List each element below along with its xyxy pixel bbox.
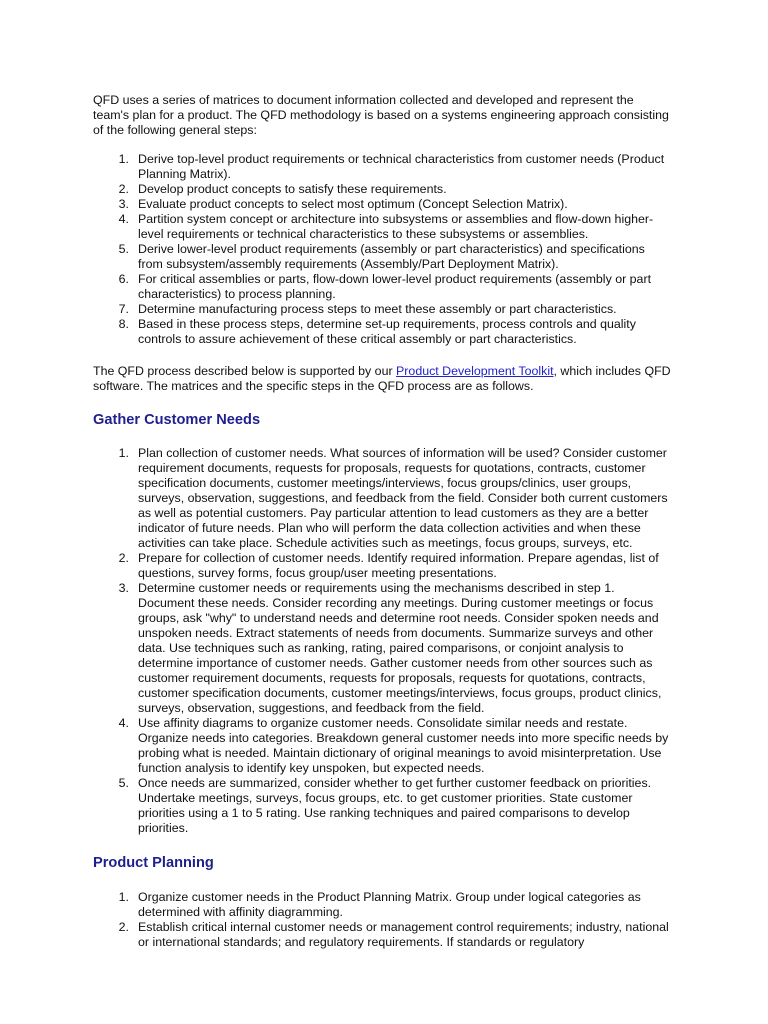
list-item: [93, 716, 673, 776]
list-number: 8 .: [115, 317, 129, 332]
list-text: For critical assemblies or parts, flow-down lower-level product requirements (assembly or part characteristics) to process planning.: [138, 272, 652, 301]
qfd-note-before: The QFD process described below is supported by our: [93, 364, 397, 378]
list-number: 6 .: [115, 272, 129, 287]
list-text: Derive lower-level product requirements (assembly or part characteristics) and specifications from subsystem/assembly requirements (Assembly/Part Deployment Matrix).: [138, 242, 645, 271]
list-text: Determine manufacturing process steps to meet these assembly or part characteristics.: [138, 302, 617, 316]
list-text: Organize customer needs in the Product Planning Matrix. Group under logical categories as determined with affinity diagramming.: [138, 890, 641, 919]
list-number: 1 .: [115, 446, 129, 461]
list-item: [93, 212, 673, 242]
list-number: 3 .: [115, 581, 129, 596]
list-item: [93, 890, 673, 920]
list-item: [93, 242, 673, 272]
list-item: [93, 551, 673, 581]
qfd-note-paragraph: [93, 364, 673, 394]
list-item: [93, 317, 673, 347]
list-text: Evaluate product concepts to select most optimum (Concept Selection Matrix).: [138, 197, 568, 211]
list-number: 5 .: [115, 242, 129, 257]
list-text: Plan collection of customer needs. What sources of information will be used? Consider customer requirement documents, requests for proposals, requests for quotations, contracts, customer specification documents, customer meetings/interviews, focus groups/clinics, user groups, surveys, observation, suggestions, and feedback from the field. Consider both current customers as well as potential customers. Pay particular attention to lead customers as they are a better indicator of future needs. Plan who will perform the data collection activities and when these activities can take place. Schedule activities such as meetings, focus groups, surveys, etc.: [138, 446, 668, 550]
list-number: 1 .: [115, 890, 129, 905]
list-item: [93, 776, 673, 836]
list-text: Use affinity diagrams to organize customer needs. Consolidate similar needs and restate. Organize needs into categories. Breakdown general customer needs into more specific needs by probing what is needed. Maintain dictionary of original meanings to avoid misinterpretation. Use function analysis to identify key unspoken, but expected needs.: [138, 716, 669, 775]
list-item: [93, 182, 673, 197]
list-item: [93, 920, 673, 950]
list-text: Partition system concept or architecture into subsystems or assemblies and flow-down higher- level requirements or technical characteristics to these subsystems or assemblies.: [138, 212, 654, 241]
list-number: 4 .: [115, 716, 129, 731]
product-development-toolkit-link[interactable]: Product Development Toolkit: [396, 364, 554, 378]
list-number: 4 .: [115, 212, 129, 227]
list-number: 2 .: [115, 182, 129, 197]
intro-paragraph: QFD uses a series of matrices to document information collected and developed and represent the team's plan for a product. The QFD methodology is based on a systems engineering approach consisting of the following general steps:: [93, 93, 669, 137]
list-text: Once needs are summarized, consider whether to get further customer feedback on priorities. Undertake meetings, surveys, focus groups, etc. to get customer priorities. State customer priorities using a 1 to 5 rating. Use ranking techniques and paired comparisons to develop priorities.: [138, 776, 652, 835]
qfd-note-after: , which includes QFD software. The matrices and the specific steps in the QFD process are as follows.: [93, 364, 671, 393]
list-text: Establish critical internal customer needs or management control requirements; industry, national or international standards; and regulatory requirements. If standards or regulatory: [138, 920, 669, 949]
gather-steps-list: [93, 446, 673, 836]
list-number: 2 .: [115, 551, 129, 566]
list-text: Based in these process steps, determine set-up requirements, process controls and quality controls to assure achievement of these critical assembly or part characteristics.: [138, 317, 636, 346]
list-item: [93, 581, 673, 716]
gather-customer-needs-heading: Gather Customer Needs: [93, 412, 261, 428]
planning-steps-list: [93, 890, 673, 950]
list-item: [93, 446, 673, 551]
document-body: [93, 93, 673, 950]
product-planning-heading: Product Planning: [93, 855, 214, 871]
list-number: 5 .: [115, 776, 129, 791]
general-steps-list: [93, 152, 673, 347]
list-item: [93, 272, 673, 302]
list-text: Derive top-level product requirements or technical characteristics from customer needs (Product Planning Matrix).: [138, 152, 665, 181]
list-number: 3 .: [115, 197, 129, 212]
list-text: Prepare for collection of customer needs. Identify required information. Prepare agendas, list of questions, survey forms, focus group/user meeting presentations.: [138, 551, 659, 580]
list-text: Determine customer needs or requirements using the mechanisms described in step 1. Document these needs. Consider recording any meetings. During customer meetings or focus groups, ask "why" to understand needs and determine root needs. Consider spoken needs and unspoken needs. Extract statements of needs from documents. Summarize surveys and other data. Use techniques such as ranking, rating, paired comparisons, or conjoint analysis to determine importance of customer needs. Gather customer needs from other sources such as customer requirement documents, requests for proposals, requests for quotations, contracts, customer specification documents, customer meetings/interviews, focus groups, product clinics, surveys, observation, suggestions, and feedback from the field.: [138, 581, 662, 715]
list-text: Develop product concepts to satisfy these requirements.: [138, 182, 447, 196]
list-item: [93, 152, 673, 182]
list-item: [93, 302, 673, 317]
list-item: [93, 197, 673, 212]
list-number: 1 .: [115, 152, 129, 167]
list-number: 7 .: [115, 302, 129, 317]
list-number: 2 .: [115, 920, 129, 935]
